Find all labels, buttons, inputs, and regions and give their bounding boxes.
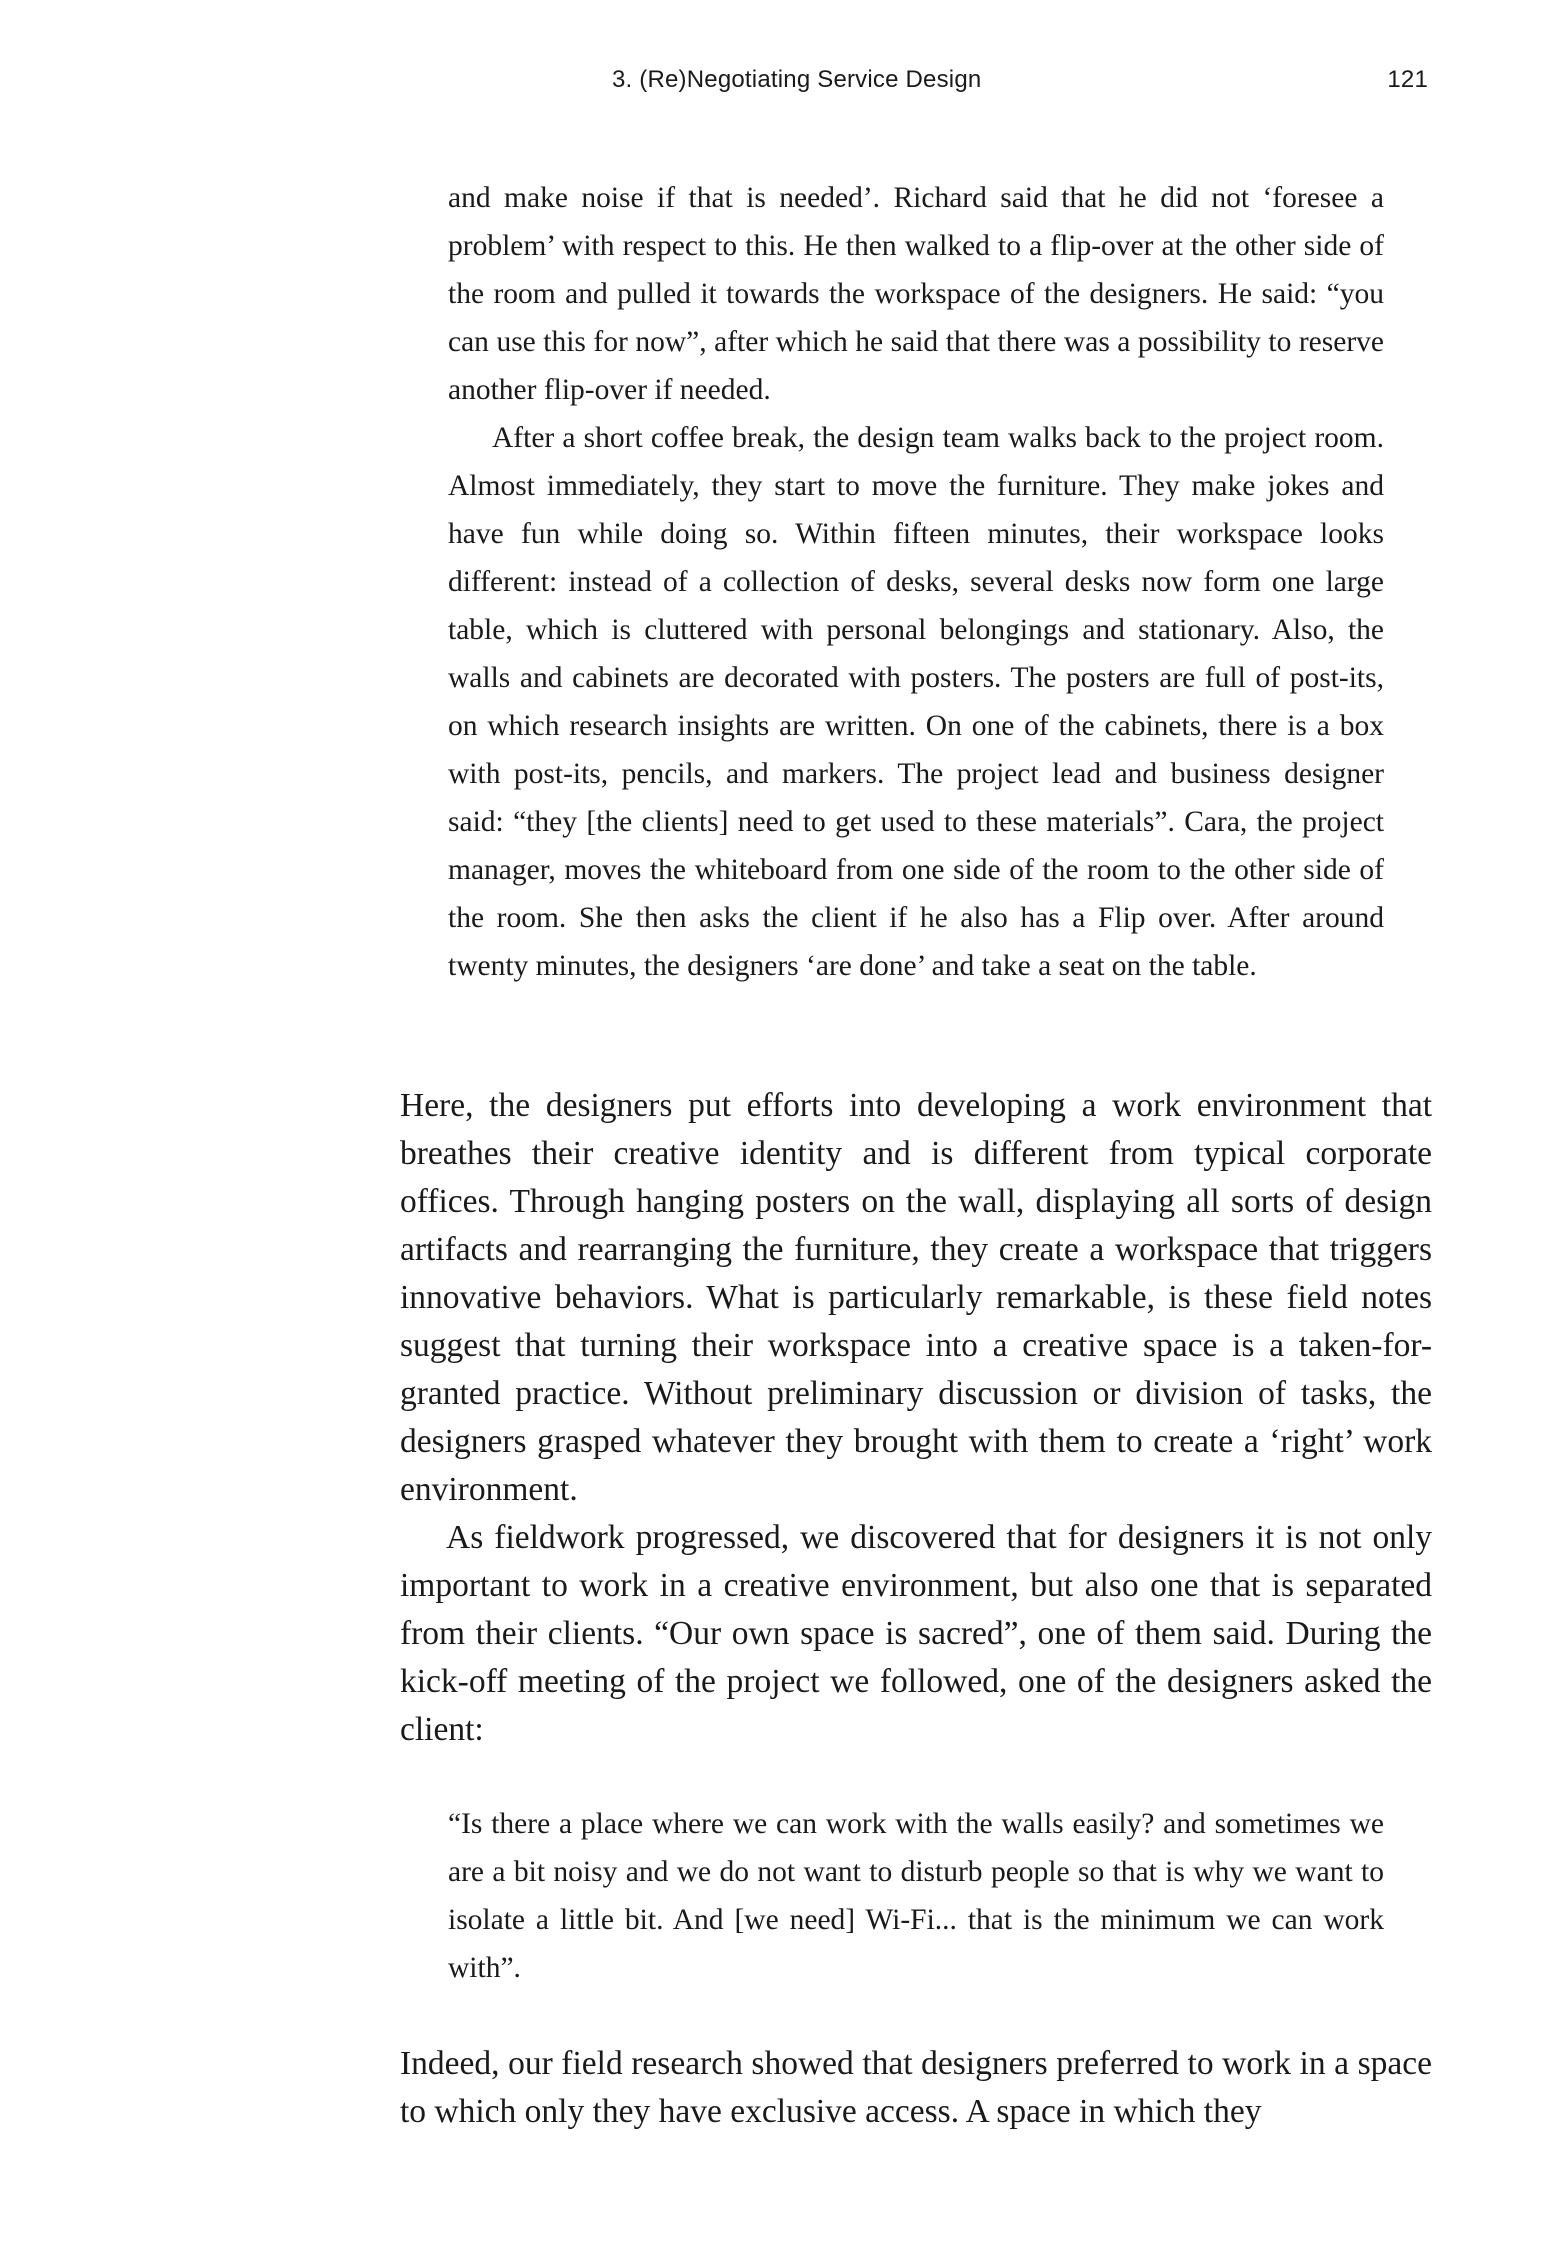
field-note-paragraph: After a short coffee break, the design team walks back to the project room. Almost immediately, they start to move the furniture. They make jokes and have fun while doing so. Within fifteen minutes, their workspace looks different: instead of a collection of desks, several desks now form one large table, which is cluttered with personal belongings and stationary. Also, the walls and cabinets are decorated with posters. The posters are full of post-its, on which research insights are written. On one of the cabinets, there is a box with post-its, pencils, and markers. The project lead and business designer said: “they [the clients] need to get used to these materials”. Cara, the project manager, moves the whiteboard from one side of the room to the other side of the room. She then asks the client if he also has a Flip over. After around twenty minutes, the designers ‘are done’ and take a seat on the table. [448, 422, 1384, 982]
page-number: 121 [1387, 66, 1428, 93]
body-paragraph: Here, the designers put efforts into developing a work environment that breathes their creative identity and is different from typical corporate offices. Through hanging posters on the wall, displaying all sorts of design artifacts and rearranging the furniture, they create a workspace that triggers innovative behaviors. What is particularly remarkable, is these field notes suggest that turning their workspace into a creative space is a taken-for-granted practice. Without preliminary discussion or division of tasks, the designers grasped whatever they brought with them to create a ‘right’ work environment. [400, 1087, 1432, 1508]
field-note-block [448, 174, 1384, 990]
chapter-title: 3. (Re)Negotiating Service Design [612, 66, 982, 93]
body-paragraph: Indeed, our field research showed that designers preferred to work in a space to which only they have exclusive access. A space in which they [400, 2045, 1432, 2130]
body-text-section [400, 2040, 1432, 2136]
field-note-paragraph: and make noise if that is needed’. Richard said that he did not ‘foresee a problem’ with respect to this. He then walked to a flip-over at the other side of the room and pulled it towards the workspace of the designers. He said: “you can use this for now”, after which he said that there was a possibility to reserve another flip-over if needed. [448, 182, 1384, 406]
body-text-section [400, 1082, 1432, 1754]
running-header [612, 66, 1428, 106]
interview-quote: “Is there a place where we can work with the walls easily? and sometimes we are a bit noisy and we do not want to disturb people so that is why we want to isolate a little bit. And [we need] Wi-Fi... that is the minimum we can work with”. [448, 1808, 1384, 1984]
interview-quote-block [448, 1800, 1384, 1992]
body-paragraph: As fieldwork progressed, we discovered that for designers it is not only important to work in a creative environment, but also one that is separated from their clients. “Our own space is sacred”, one of them said. During the kick-off meeting of the project we followed, one of the designers asked the client: [400, 1519, 1432, 1748]
